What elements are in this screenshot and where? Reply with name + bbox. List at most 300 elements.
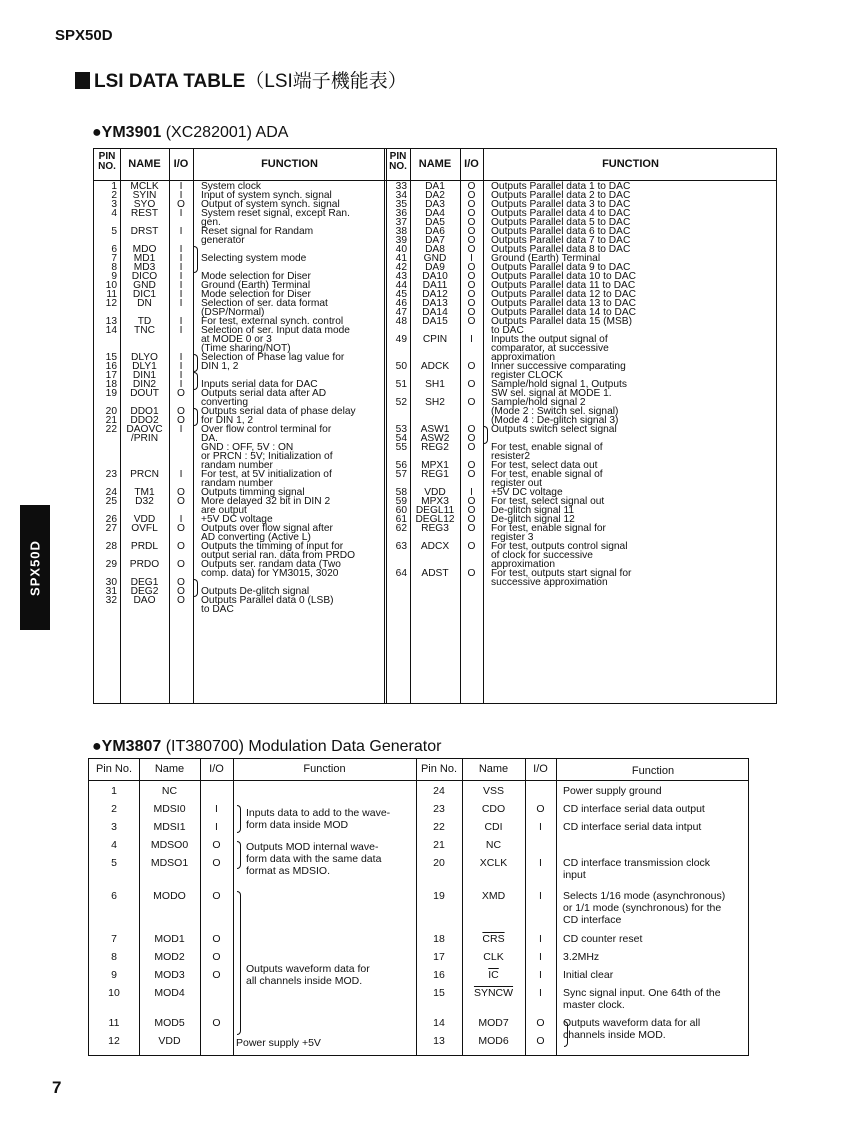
pin-name: DN <box>137 298 152 309</box>
pin-name: ADCK <box>420 361 450 372</box>
pin-number: 16 <box>433 969 445 981</box>
pin-number: 6 <box>111 890 117 902</box>
pin-io: I <box>179 514 183 525</box>
pin-io: I <box>215 821 218 833</box>
pin-number: 4 <box>111 839 117 851</box>
pin-function: Outputs the timming of input for <box>201 541 344 552</box>
pin-name: DA6 <box>425 226 445 237</box>
header-function: FUNCTION <box>261 158 318 170</box>
pin-io: O <box>467 208 476 219</box>
pin-function: More delayed 32 bit in DIN 2 <box>201 496 331 507</box>
pin-number: 17 <box>433 951 445 963</box>
pin-function: successive approximation <box>491 577 608 588</box>
pin-io: I <box>179 469 183 480</box>
pin-function: AD converting (Active L) <box>201 532 311 543</box>
pin-io: O <box>467 433 476 444</box>
pin-number: 51 <box>395 379 407 390</box>
pin-name: MOD7 <box>478 1017 509 1029</box>
pin-name: CPIN <box>422 334 448 345</box>
table-row <box>94 551 778 560</box>
pin-io: O <box>467 217 476 228</box>
pin-io: O <box>467 181 476 192</box>
pin-io: O <box>467 199 476 210</box>
pin-name: DEG2 <box>130 586 159 597</box>
pin-function: randam number <box>201 460 273 471</box>
pin-number: 26 <box>105 514 117 525</box>
pin-function: Outputs waveform data for all channels inside MOD. <box>563 1017 701 1041</box>
pin-function: Outputs Parallel data 12 to DAC <box>491 289 636 300</box>
pin-name: SYNCW <box>473 987 514 999</box>
pin-function: Power supply ground <box>563 785 662 797</box>
group-bracket <box>194 408 198 426</box>
pin-function: Outputs Parallel data 4 to DAC <box>491 208 631 219</box>
pin-number: 9 <box>111 271 117 282</box>
pin-name: DA4 <box>425 208 445 219</box>
pin-io: O <box>177 559 185 570</box>
pin-function: +5V DC voltage <box>491 487 563 498</box>
pin-number: 41 <box>395 253 407 264</box>
pin-name: DAO <box>133 595 156 606</box>
pin-number: 28 <box>105 541 117 552</box>
pin-number: 22 <box>105 424 117 435</box>
column-divider <box>556 759 557 1055</box>
pin-number: 2 <box>111 803 117 815</box>
pin-name: SH1 <box>425 379 445 390</box>
pin-io: I <box>470 334 473 345</box>
pin-function: Outputs Parallel data 5 to DAC <box>491 217 631 228</box>
pin-function: CD interface serial data output <box>563 803 705 815</box>
pin-name: DEGL11 <box>415 505 455 516</box>
pin-name: REG2 <box>421 442 449 453</box>
pin-function: Outputs serial data of phase delay <box>201 406 356 417</box>
pin-number: 2 <box>111 190 117 201</box>
pin-name: DA11 <box>422 280 448 291</box>
pin-function: Outputs Parallel data 6 to DAC <box>491 226 631 237</box>
pin-io: O <box>177 406 185 417</box>
table-row <box>94 317 778 326</box>
pin-number: 21 <box>433 839 445 851</box>
pin-name: NC <box>161 785 178 797</box>
pin-name: DICO <box>131 271 158 282</box>
pin-function: DIN 1, 2 <box>201 361 239 372</box>
table-row <box>94 524 778 533</box>
pin-name: $\overline{CRS}$ <box>482 933 505 945</box>
pin-name: DLY1 <box>132 361 157 372</box>
table-row <box>94 569 778 578</box>
pin-function: (Mode 2 : Switch sel. signal) <box>491 406 619 417</box>
pin-io: I <box>179 208 183 219</box>
pin-name: OVFL <box>131 523 158 534</box>
header-pin-no: Pin No. <box>420 763 458 775</box>
pin-number: 56 <box>395 460 407 471</box>
pin-io: I <box>179 379 183 390</box>
pin-function: Outputs ser. randam data (Two <box>201 559 341 570</box>
pin-io: I <box>539 987 542 999</box>
pin-number: 23 <box>105 469 117 480</box>
pin-name: DEGL12 <box>415 514 455 525</box>
pin-number: 6 <box>111 244 117 255</box>
header-name: NAME <box>128 158 161 170</box>
pin-io: O <box>536 1035 545 1047</box>
pin-function: for DIN 1, 2 <box>201 415 254 426</box>
pin-io: I <box>215 803 218 815</box>
pin-name: SYIN <box>132 190 157 201</box>
pin-function: Selects 1/16 mode (asynchronous) or 1/1 mode (synchronous) for the CD interface <box>563 890 726 926</box>
pin-function: For test, at 5V initialization of <box>201 469 332 480</box>
pin-name: MPX1 <box>421 460 449 471</box>
pin-number: 45 <box>395 289 407 300</box>
pin-io: I <box>179 280 183 291</box>
pin-number: 11 <box>106 289 117 300</box>
pin-number: 8 <box>111 951 117 963</box>
pin-io: O <box>467 379 476 390</box>
pin-name: SYO <box>133 199 156 210</box>
pin-io: O <box>212 839 221 851</box>
pin-function: Inputs serial data for DAC <box>201 379 318 390</box>
pin-number: 20 <box>105 406 117 417</box>
pin-function: to DAC <box>201 604 234 615</box>
pin-number: 15 <box>105 352 117 363</box>
pin-io: I <box>179 424 183 435</box>
pin-number: 34 <box>395 190 407 201</box>
pin-function: comparator, at successive <box>491 343 609 354</box>
pin-name: MOD4 <box>154 987 185 999</box>
pin-name: DA14 <box>422 307 448 318</box>
pin-number: 7 <box>111 933 117 945</box>
pin-io: O <box>467 568 476 579</box>
pin-number: 1 <box>111 785 117 797</box>
pin-number: 11 <box>108 1017 120 1029</box>
pin-name: DIN2 <box>132 379 157 390</box>
pin-number: 13 <box>105 316 117 327</box>
pin-io: O <box>536 1017 545 1029</box>
pin-number: 18 <box>433 933 445 945</box>
pin-number: 60 <box>395 505 407 516</box>
pin-number: 18 <box>105 379 117 390</box>
pin-function: +5V DC voltage <box>201 514 273 525</box>
pin-io: O <box>467 505 476 516</box>
pin-number: 58 <box>395 487 407 498</box>
pin-number: 64 <box>395 568 407 579</box>
pin-function: output serial ran. data from PRDO <box>201 550 356 561</box>
pin-number: 46 <box>395 298 407 309</box>
pin-name: MOD1 <box>154 933 185 945</box>
pin-function: Selection of ser. Input data mode <box>201 325 350 336</box>
mdg-title: ●YM3807 (IT380700) Modulation Data Generator <box>92 738 442 755</box>
pin-function: For test, external synch. control <box>201 316 344 327</box>
pin-function: GND : OFF, 5V : ON <box>201 442 294 453</box>
table-row <box>94 596 778 605</box>
pin-io: O <box>467 235 476 246</box>
header-pin-no: Pin No. <box>95 763 133 775</box>
pin-number: 36 <box>395 208 407 219</box>
pin-io: O <box>467 262 476 273</box>
pin-io: I <box>539 857 542 869</box>
pin-number: 5 <box>111 226 117 237</box>
pin-io: O <box>212 969 221 981</box>
pin-io: I <box>539 933 542 945</box>
header-name: Name <box>478 763 509 775</box>
pin-io: O <box>212 857 221 869</box>
pin-name: DDO1 <box>130 406 159 417</box>
pin-name: MOD2 <box>154 951 185 963</box>
pin-function: Outputs Parallel data 11 to DAC <box>491 280 636 291</box>
pin-io: O <box>212 933 221 945</box>
pin-function: Mode selection for Diser <box>201 271 311 282</box>
pin-number: 15 <box>433 987 445 999</box>
pin-io: O <box>467 442 476 453</box>
pin-name: TD <box>137 316 152 327</box>
pin-name: PRDL <box>130 541 159 552</box>
pin-function: of clock for successive <box>491 550 593 561</box>
table-row <box>94 542 778 551</box>
pin-io: O <box>467 514 476 525</box>
pin-name: DDO2 <box>130 415 159 426</box>
pin-io: I <box>179 325 183 336</box>
pin-function: approximation <box>491 352 555 363</box>
pin-function: Outputs switch select signal <box>491 424 617 435</box>
pin-io: O <box>467 280 476 291</box>
pin-io: O <box>212 1017 221 1029</box>
pin-number: 14 <box>105 325 117 336</box>
pin-number: 62 <box>395 523 407 534</box>
pin-name: DLYO <box>131 352 158 363</box>
pin-number: 14 <box>433 1017 445 1029</box>
pin-number: 24 <box>433 785 445 797</box>
pin-name: DA8 <box>425 244 445 255</box>
pin-function: Mode selection for Diser <box>201 289 311 300</box>
pin-name: CDI <box>484 821 503 833</box>
pin-name: XMD <box>481 890 506 902</box>
pin-name: DEG1 <box>130 577 159 588</box>
pin-name: ADCX <box>420 541 450 552</box>
pin-function: For test, enable signal of <box>491 442 603 453</box>
pin-io: O <box>177 415 185 426</box>
pin-io: I <box>179 262 183 273</box>
pin-function: (DSP/Normal) <box>201 307 265 318</box>
pin-number: 7 <box>111 253 117 264</box>
section-title: LSI DATA TABLE（LSI端子機能表） <box>75 66 407 93</box>
pin-name: VDD <box>424 487 446 498</box>
pin-name: GND <box>133 280 156 291</box>
pin-io: I <box>179 289 183 300</box>
pin-name: DA7 <box>425 235 445 246</box>
pin-function: gen. <box>201 217 221 228</box>
pin-function: For test, outputs control signal <box>491 541 628 552</box>
table-row <box>94 443 778 452</box>
pin-io: O <box>467 244 476 255</box>
pin-name: PRDO <box>129 559 160 570</box>
pin-function: resister2 <box>491 451 531 462</box>
pin-name: MDSO0 <box>150 839 189 851</box>
pin-name: DA15 <box>422 316 448 327</box>
pin-function: System clock <box>201 181 262 192</box>
group-bracket <box>484 426 488 444</box>
header-io: I/O <box>533 763 548 775</box>
pin-number: 12 <box>105 298 117 309</box>
pin-function: Over flow control terminal for <box>201 424 332 435</box>
group-bracket <box>194 579 198 597</box>
pin-function: Outputs Parallel data 8 to DAC <box>491 244 631 255</box>
pin-name: TM1 <box>134 487 155 498</box>
pin-name: D32 <box>135 496 154 507</box>
pin-number: 10 <box>108 987 120 999</box>
pin-function: approximation <box>491 559 555 570</box>
pin-function: 3.2MHz <box>563 951 600 963</box>
pin-name: DA12 <box>422 289 448 300</box>
pin-name: DA5 <box>425 217 445 228</box>
group-bracket <box>237 805 241 833</box>
pin-number: 19 <box>433 890 445 902</box>
pin-function: Outputs over flow signal after <box>201 523 333 534</box>
header-function: Function <box>631 765 675 777</box>
pin-number: 1 <box>111 181 117 192</box>
pin-io: I <box>179 352 183 363</box>
pin-number: 57 <box>395 469 407 480</box>
pin-function: For test, enable signal for <box>491 523 606 534</box>
pin-name: VDD <box>158 1035 181 1047</box>
pin-io: I <box>179 316 183 327</box>
pin-function: Outputs Parallel data 10 to DAC <box>491 271 636 282</box>
pin-function: Outputs timming signal <box>201 487 305 498</box>
pin-number: 38 <box>395 226 407 237</box>
pin-name: MDO <box>132 244 157 255</box>
pin-name: /PRIN <box>130 433 159 444</box>
pin-function: CD interface transmission clock input <box>563 857 711 881</box>
pin-name: DIN1 <box>132 370 157 381</box>
pin-name: ASW1 <box>420 424 450 435</box>
pin-number: 13 <box>433 1035 445 1047</box>
pin-io: I <box>539 890 542 902</box>
pin-function: (Time sharing/NOT) <box>201 343 291 354</box>
pin-io: I <box>179 226 183 237</box>
pin-function: register CLOCK <box>491 370 563 381</box>
group-bracket <box>237 891 241 1035</box>
group-bracket <box>194 354 198 372</box>
pin-function: Initial clear <box>563 969 614 981</box>
header-io: I/O <box>173 158 189 170</box>
pin-number: 59 <box>395 496 407 507</box>
pin-function: Output of system synch. signal <box>201 199 340 210</box>
mdsi-function: Inputs data to add to the wave- form data inside MOD <box>246 807 391 831</box>
pin-name: MDSI1 <box>153 821 186 833</box>
pin-function: Sample/hold signal 2 <box>491 397 586 408</box>
pin-number: 30 <box>105 577 117 588</box>
group-bracket <box>194 372 198 390</box>
pin-name: DOUT <box>130 388 159 399</box>
pin-number: 35 <box>395 199 407 210</box>
pin-function: Outputs Parallel data 3 to DAC <box>491 199 631 210</box>
pin-io: O <box>177 496 185 507</box>
pin-function: Outputs Parallel data 9 to DAC <box>491 262 631 273</box>
pin-name: ASW2 <box>420 433 450 444</box>
pin-io: O <box>536 803 545 815</box>
pin-function: System reset signal, except Ran. <box>201 208 350 219</box>
header-function: Function <box>303 763 346 775</box>
header-io: I/O <box>464 158 479 170</box>
pin-function: generator <box>201 235 245 246</box>
pin-number: 33 <box>395 181 407 192</box>
vdd-function: Power supply +5V <box>236 1037 321 1049</box>
pin-name: DA9 <box>425 262 445 273</box>
pin-function: Ground (Earth) Terminal <box>201 280 311 291</box>
pin-number: 39 <box>395 235 407 246</box>
header-function: FUNCTION <box>602 158 659 170</box>
pin-number: 43 <box>395 271 407 282</box>
pin-io: O <box>467 190 476 201</box>
pin-number: 63 <box>395 541 407 552</box>
pin-io: O <box>177 388 185 399</box>
pin-io: I <box>539 951 542 963</box>
pin-io: O <box>177 595 185 606</box>
pin-number: 42 <box>395 262 407 273</box>
pin-number: 53 <box>395 424 407 435</box>
pin-function: Ground (Earth) Terminal <box>491 253 601 264</box>
pin-io: I <box>179 253 183 264</box>
pin-function: Outputs Parallel data 2 to DAC <box>491 190 631 201</box>
pin-function: comp. data) for YM3015, 3020 <box>201 568 339 579</box>
pin-io: O <box>177 577 185 588</box>
pin-function: to DAC <box>491 325 524 336</box>
pin-io: I <box>539 821 542 833</box>
pin-name: MODO <box>153 890 186 902</box>
pin-number: 22 <box>433 821 445 833</box>
pin-io: O <box>467 397 476 408</box>
pin-io: O <box>467 361 476 372</box>
pin-number: 27 <box>105 523 117 534</box>
pin-function: Outputs Parallel data 15 (MSB) <box>491 316 632 327</box>
pin-number: 8 <box>111 262 117 273</box>
pin-name: TNC <box>134 325 155 336</box>
bullet-icon: ● <box>92 124 102 141</box>
pin-number: 4 <box>111 208 117 219</box>
pin-name: DA13 <box>422 298 448 309</box>
pin-number: 21 <box>105 415 117 426</box>
pin-io: I <box>179 361 183 372</box>
mod-function: Outputs waveform data for all channels inside MOD. <box>246 963 370 987</box>
ada-pin-table <box>93 148 777 704</box>
pin-number: 52 <box>395 397 407 408</box>
pin-number: 23 <box>433 803 445 815</box>
pin-function: For test, outputs start signal for <box>491 568 632 579</box>
pin-function: Input of system synch. signal <box>201 190 332 201</box>
pin-name: REST <box>130 208 159 219</box>
pin-function: Outputs Parallel data 7 to DAC <box>491 235 631 246</box>
pin-name: ADST <box>421 568 449 579</box>
pin-io: I <box>179 244 183 255</box>
pin-name: DA2 <box>425 190 445 201</box>
table-row <box>94 605 778 614</box>
ada-title: ●YM3901 (XC282001) ADA <box>92 124 289 141</box>
pin-name: MDSO1 <box>150 857 189 869</box>
pin-io: I <box>179 370 183 381</box>
mdg-pin-table <box>88 758 749 1056</box>
pin-number: 44 <box>395 280 407 291</box>
pin-function: Sync signal input. One 64th of the master clock. <box>563 987 721 1011</box>
model-name: SPX50D <box>55 27 113 44</box>
pin-function: For test, select data out <box>491 460 598 471</box>
pin-function: Selection of ser. data format <box>201 298 328 309</box>
pin-name: MD3 <box>133 262 156 273</box>
pin-function: converting <box>201 397 249 408</box>
pin-function: DA. <box>201 433 218 444</box>
pin-function: Outputs Parallel data 14 to DAC <box>491 307 636 318</box>
pin-function: Outputs serial data after AD <box>201 388 327 399</box>
pin-io: O <box>467 316 476 327</box>
pin-name: REG1 <box>421 469 449 480</box>
table-row <box>94 470 778 479</box>
pin-number: 5 <box>111 857 117 869</box>
